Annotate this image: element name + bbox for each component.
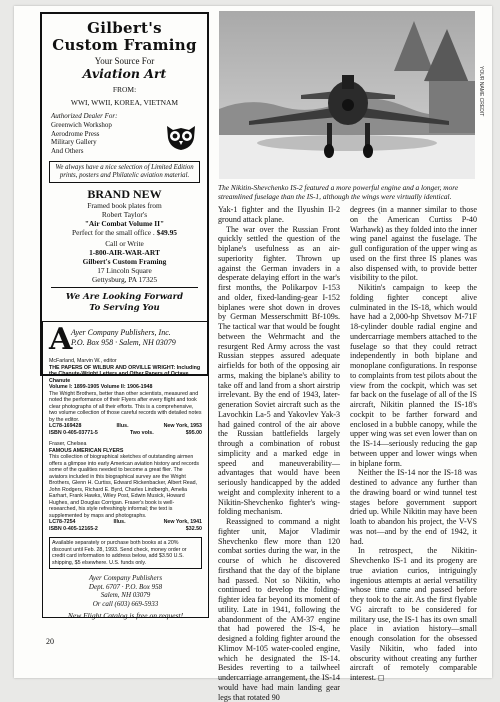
ayer-footer-city: Salem, NH 03079	[100, 591, 151, 599]
dealer-block	[47, 112, 202, 155]
book1-title: THE PAPERS OF WILBUR AND ORVILLE WRIGHT: Including the Chanute-Wright Letters and Other Papers of Octave Chanute	[49, 364, 201, 384]
framed-line-2: Robert Taylor's	[101, 210, 148, 220]
article-paragraph: The war over the Russian Front quickly settled the question of the biplane's usefulness as an air-superiority fighter. Thrown up against the German invaders in a desperate delaying effort in the war's first months, the Polikarpov I-153 and older, fixed-landing-gear I-152 biplanes were shot down in droves by German Messerschmitt Bf-109s. The tactical war that would be fought between the Wehrmacht and the resurgent Red Army across the vast Russian steppes assured adequate airfields for both of the opposing air arms, making the biplane's ability to take off and land from a short airstrip irrelevant. By the end of 1943, later-generation Soviet aircraft such as the Lavochkin La-5 and Yakovlev Yak-3 had gained control of the air above the Russian battlefields largely through a combination of robust simplicity and a marked edge in speed and maneuverability—advantages that would have been seriously handicapped by the added weight and complexity inherent to a Nikitin-Shevchenko fighter's wing-folding mechanism.	[218, 224, 340, 517]
book2-place: New York, 1941	[163, 519, 202, 525]
framed-line-4: Perfect for the small office .	[72, 228, 155, 238]
book2-author: Fraser, Chelsea	[49, 441, 87, 447]
owl-icon	[164, 122, 198, 152]
article-paragraph: In retrospect, the Nikitin-Shevchenko IS-1 and its progeny are true aviation curios, intriguingly ingenious attempts at aerial versatility whose time came and passed before they took to the air. As the first flyable VG aircraft to be considered for military use, the IS-1 has its own small place in aviation history—small enough consolation for the obsessed Vasily Nikitin, who faded into obscurity without creating any further aircraft of remotely comparable interest. ◻	[350, 546, 477, 682]
dealer-item: And Others	[51, 146, 84, 155]
book2-lc-number: LC78-7254	[49, 519, 76, 525]
ayer-publishers-ad	[42, 321, 209, 618]
eras-text: WWI, WWII, KOREA, VIETNAM	[70, 98, 179, 107]
article-paragraph: Yak-1 fighter and the Ilyushin Il-2 ground attack plane.	[218, 205, 340, 224]
aircraft-photo	[219, 11, 475, 179]
book1-lc-number: LC78-169428	[49, 423, 82, 429]
framed-line-1: Framed book plates from	[87, 201, 162, 211]
is2-aircraft-illustration	[219, 11, 475, 179]
book1-description: The Wright Brothers, better than other scientists, measured and noted the performance of their Flyers after every flight and took clear photographs of all their efforts. This is a comprehensive, two volume collection of those careful records with detailed notes by the editor.	[49, 390, 202, 423]
page-number: 20	[46, 637, 54, 646]
shop-street: 17 Lincoln Square	[97, 266, 152, 276]
article-column-2	[350, 205, 477, 683]
book2-title: FAMOUS AMERICAN FLYERS	[49, 447, 124, 454]
book2-price: $32.50	[185, 525, 202, 532]
brand-new-heading: BRAND NEW	[87, 187, 162, 202]
photo-credit: YOUR NAME CREDIT	[478, 66, 484, 117]
book2-illus: Illus.	[113, 519, 126, 525]
logo-line-2: Custom Framing	[52, 36, 197, 54]
dealer-label: Authorized Dealer For:	[51, 112, 118, 120]
book1-illus: Illus.	[116, 423, 129, 429]
ayer-header-name: Ayer Company Publishers, Inc.	[71, 328, 171, 337]
article-paragraph: Neither the IS-14 nor the IS-18 was destined to advance any further than the drawing board or wind tunnel test stages before government support dried up. While Nikitin may have been loath to abandon his project, the V-VS was not—and by the end of 1942, it had.	[350, 468, 477, 546]
book1-place: New York, 1953	[163, 423, 202, 429]
dealer-item: Military Gallery	[51, 138, 97, 146]
your-source-text: Your Source For	[94, 56, 155, 66]
book2-description: This collection of biographical sketches of outstanding airmen offers a glimpse into early American aviation history and records some of the qualities needed to become a great flier. The aviators included in this biographical survey are the Wright Brothers, Glenn H. Curtiss, Edward Rickenbacker, Albert Read, John Rodgers, Richard E. Byrd, Charles Lindbergh, Amelia Earhart, Frank Hawks, Wiley Post, Edwin Musick, Howard Hughes, and Douglas Corrigan. Fraser's book is well-researched, his style refreshingly informal; the text is supplemented by maps and photographs.	[49, 454, 200, 519]
book1-vol-count: Two vols.	[129, 429, 154, 436]
from-label: FROM:	[112, 85, 137, 94]
forward-line-2: To Serving You	[89, 303, 160, 314]
discount-promo-box: Available separately or purchase both books at a 20% discount until Feb. 28, 1993. Send check, money order or credit card information to address below, add $3.50 U.S. shipping, $5 elsewhere. U.S. funds only.	[49, 537, 202, 569]
book1-author: McFarland, Marvin W., editor	[49, 358, 117, 364]
aviation-art-heading: Aviation Art	[82, 66, 167, 81]
logo-line-1: Gilbert's	[87, 19, 162, 37]
article-paragraph: Nikitin's campaign to keep the folding fighter concept alive culminated in the IS-18, which would have had a 2,000-hp Shvetsov M-71F 18-cylinder double radial engine and undercarriage members attached to the fuselage so that they could retract independently in both biplane and monoplane configurations. In response to complaints from test pilots about the view from the cockpit, which was set far back on the fuselage of all of the IS aircraft, Nikitin planned the IS-18's cockpit to be farther forward and enclosed in a bubble canopy, while the upper wing was set even lower than on the IS-14—seriously reducing the gap between upper and lower wings when in biplane form.	[350, 283, 477, 468]
forward-line-1: We Are Looking Forward	[65, 292, 184, 303]
dealer-item: Greenwich Workshop	[51, 121, 112, 129]
ayer-header-address: P.O. Box 958 · Salem, NH 03079	[71, 338, 176, 347]
book1-isbn: ISBN 0-405-03771-5	[49, 429, 98, 436]
ayer-logo-letter: A	[49, 322, 73, 357]
framed-line-3: "Air Combat Volume II"	[84, 219, 165, 229]
article-paragraph: Reassigned to command a night fighter unit, Major Vladimir Shevchenko flew more than 120 combat sorties during the war, in the course of which he discovered firsthand that the day of the biplane had passed. Not so Nikitin, who continued to develop the folding-fighter idea far beyond its moment of utility. Late in 1941, following the abandonment of the AM-37 engine that had powered the IS-4, he designed a folding fighter around the Klimov M-105 water-cooled engine, which he designated the IS-14. Besides reverting to a tailwheel undercarriage arrangement, the IS-14 would have had main landing gear legs that rotated 90	[218, 517, 340, 702]
photo-caption: The Nikitin-Shevchenko IS-2 featured a more powerful engine and a longer, more streamlined fuselage than the IS-1, although the wings were virtually identical.	[218, 183, 459, 202]
shop-city: Gettysburg, PA 17325	[91, 275, 158, 285]
article-column-1	[218, 205, 340, 702]
book2-isbn: ISBN 0-405-12165-2	[49, 525, 98, 532]
phone-number: 1-800-AIR-WAR-ART	[89, 248, 160, 258]
book1-price: $95.00	[185, 429, 202, 436]
limited-edition-box: We always have a nice selection of Limited Edition prints, posters and Philatelic aviation material.	[49, 161, 200, 183]
dealer-item: Aerodrome Press	[51, 129, 100, 138]
framed-price: $49.95	[156, 228, 177, 238]
call-or-write: Call or Write	[105, 239, 144, 249]
ayer-footer-dept: Dept. 6707 · P.O. Box 958	[88, 582, 163, 591]
book1-volumes-range: Volume I: 1899-1905 Volume II: 1906-1948	[49, 384, 153, 390]
article-paragraph: degrees (in a manner similar to those on the American Curtiss P-40 Warhawk) as they folded into the inner wing panel against the fuselage. The gull configuration of the upper wing as used on the first three IS planes was also dispensed with, to provide better visibility to the pilot.	[350, 205, 477, 283]
gilbert-logo	[47, 20, 202, 54]
ayer-footer-name: Ayer Company Publishers	[88, 574, 163, 582]
free-catalog-note: New Flight Catalog is free on request!	[67, 611, 184, 620]
ayer-footer-phone: Or call (603) 669-5933	[92, 599, 159, 608]
shop-name: Gilbert's Custom Framing	[82, 257, 167, 267]
